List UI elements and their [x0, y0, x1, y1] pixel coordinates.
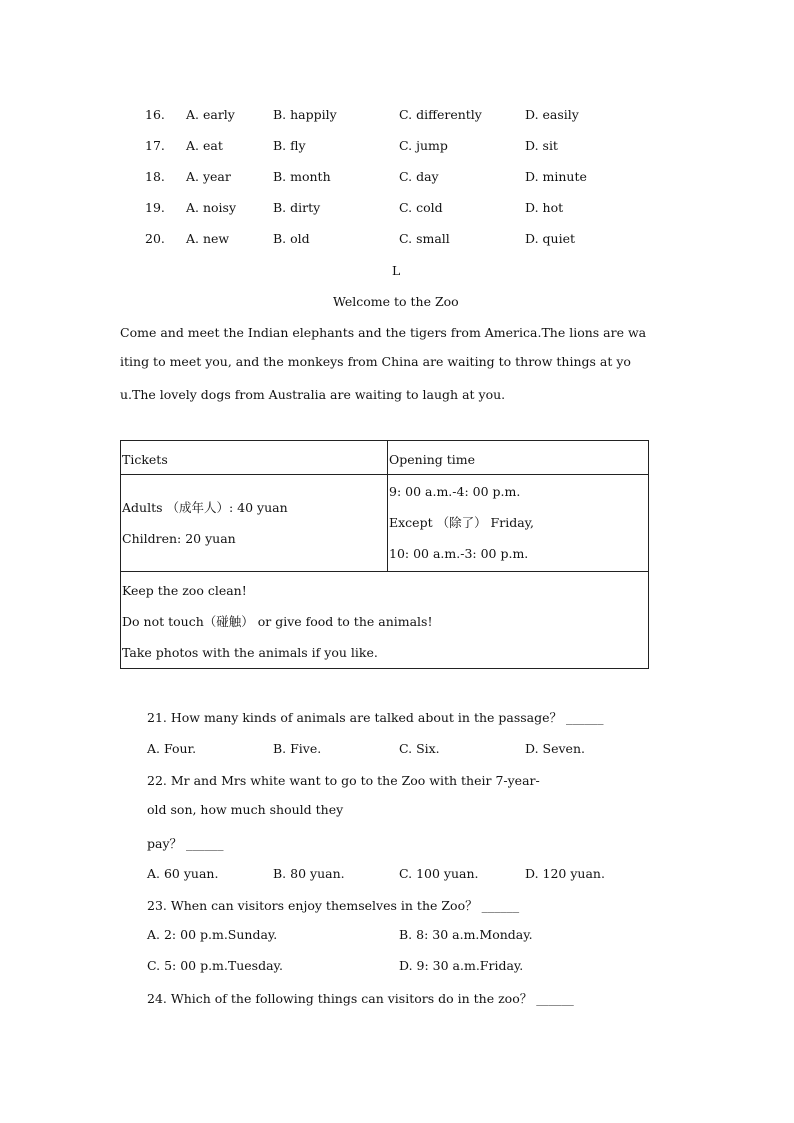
option-b: B. 80 yuan. — [273, 866, 345, 881]
option-b: B. fly — [273, 138, 306, 153]
rules-cell — [121, 572, 649, 669]
opening-header-cell — [388, 441, 649, 475]
question-number: 19. — [145, 200, 165, 215]
option-a: A. 2: 00 p.m.Sunday. — [147, 927, 278, 942]
question-22-stem: 22. Mr and Mrs white want to go to the Zoo with their 7-year- — [147, 773, 540, 788]
option-a: A. noisy — [186, 200, 237, 215]
rule-item: Do not touch（碰触） or give food to the animals! — [122, 614, 433, 629]
question-number: 18. — [145, 169, 165, 184]
tickets-header: Tickets — [122, 452, 168, 467]
question-23-stem: 23. When can visitors enjoy themselves in the Zoo？ ______ — [147, 898, 520, 913]
rule-item: Take photos with the animals if you like. — [122, 645, 378, 660]
option-d: D. 9: 30 a.m.Friday. — [399, 958, 524, 973]
option-d: D. Seven. — [525, 741, 585, 756]
question-number: 16. — [145, 107, 165, 122]
option-c: C. 100 yuan. — [399, 866, 479, 881]
option-b: B. dirty — [273, 200, 321, 215]
option-a: A. 60 yuan. — [147, 866, 219, 881]
option-d: D. 120 yuan. — [525, 866, 605, 881]
option-d: D. hot — [525, 200, 564, 215]
tickets-header-cell — [121, 441, 388, 475]
option-d: D. quiet — [525, 231, 575, 246]
passage-title: Welcome to the Zoo — [333, 294, 459, 309]
option-c: C. day — [399, 169, 439, 184]
opening-hours-friday: 10: 00 a.m.-3: 00 p.m. — [389, 546, 529, 561]
ticket-price-adults: Adults （成年人）: 40 yuan — [122, 500, 288, 515]
tickets-cell — [121, 475, 388, 572]
zoo-info-table — [120, 440, 649, 669]
opening-header: Opening time — [389, 452, 475, 467]
rule-item: Keep the zoo clean! — [122, 583, 247, 598]
ticket-price-children: Children: 20 yuan — [122, 531, 236, 546]
opening-cell — [388, 475, 649, 572]
question-21-stem: 21. How many kinds of animals are talked about in the passage？ ______ — [147, 710, 604, 725]
opening-exception: Except （除了） Friday, — [389, 515, 535, 530]
passage-line: u.The lovely dogs from Australia are waiting to laugh at you. — [120, 387, 506, 402]
option-b: B. happily — [273, 107, 337, 122]
question-number: 20. — [145, 231, 165, 246]
option-c: C. Six. — [399, 741, 440, 756]
question-22-stem: pay？ ______ — [147, 836, 224, 851]
option-b: B. 8: 30 a.m.Monday. — [399, 927, 533, 942]
section-letter: L — [392, 263, 401, 278]
option-b: B. month — [273, 169, 331, 184]
option-a: A. eat — [186, 138, 223, 153]
option-a: A. new — [186, 231, 230, 246]
passage-line: Come and meet the Indian elephants and the tigers from America.The lions are wa — [120, 325, 647, 340]
option-c: C. small — [399, 231, 450, 246]
passage-line: iting to meet you, and the monkeys from China are waiting to throw things at yo — [120, 354, 631, 369]
question-22-stem: old son, how much should they — [147, 802, 344, 817]
option-b: B. Five. — [273, 741, 322, 756]
option-a: A. year — [186, 169, 231, 184]
option-c: C. cold — [399, 200, 443, 215]
option-d: D. minute — [525, 169, 587, 184]
opening-hours: 9: 00 a.m.-4: 00 p.m. — [389, 484, 521, 499]
option-a: A. Four. — [147, 741, 197, 756]
option-c: C. differently — [399, 107, 482, 122]
question-number: 17. — [145, 138, 165, 153]
option-c: C. jump — [399, 138, 448, 153]
option-d: D. easily — [525, 107, 579, 122]
option-d: D. sit — [525, 138, 558, 153]
question-24-stem: 24. Which of the following things can visitors do in the zoo？ ______ — [147, 991, 574, 1006]
option-b: B. old — [273, 231, 310, 246]
option-c: C. 5: 00 p.m.Tuesday. — [147, 958, 283, 973]
option-a: A. early — [186, 107, 235, 122]
